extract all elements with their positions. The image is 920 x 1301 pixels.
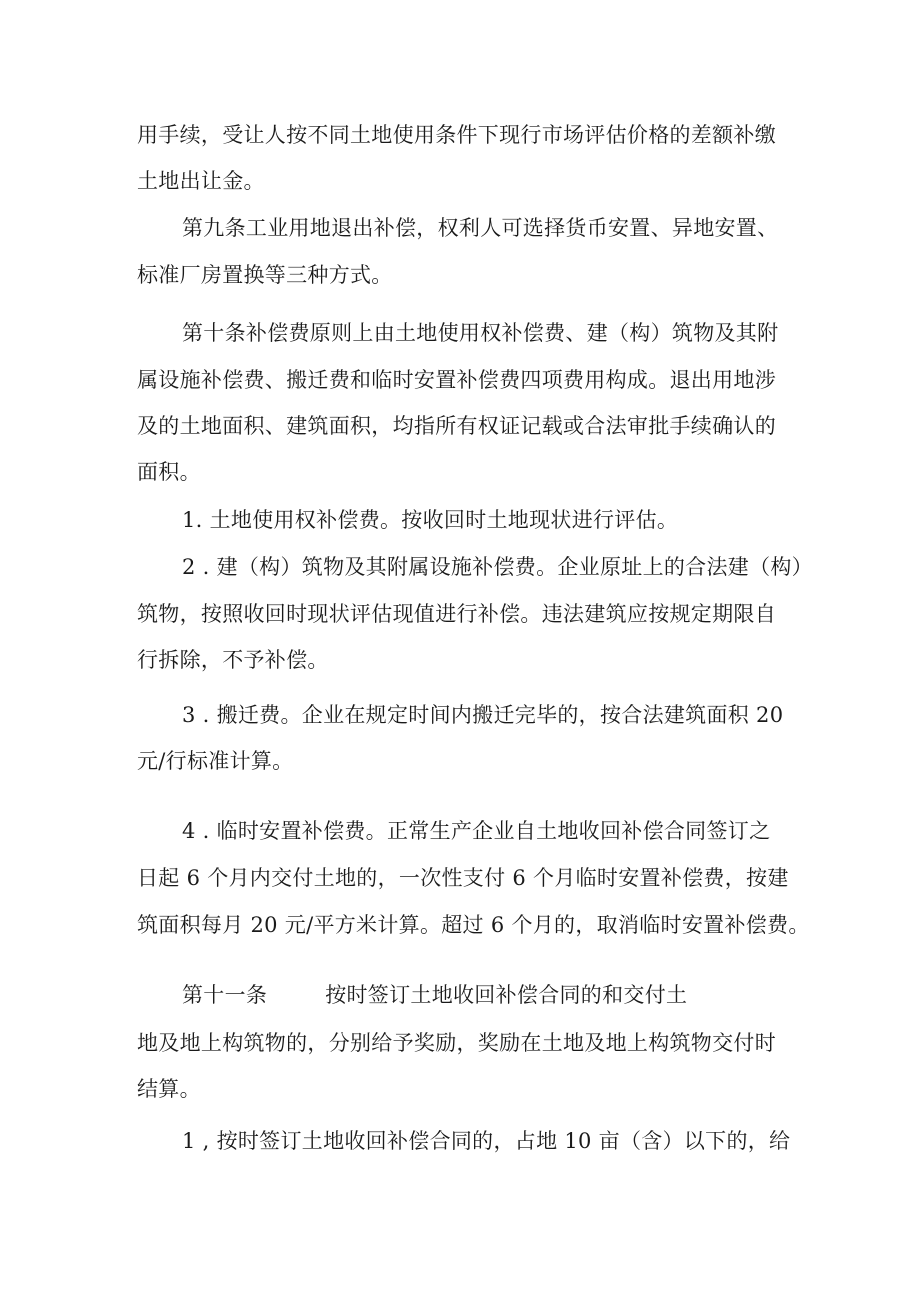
text-line: 属设施补偿费、搬迁费和临时安置补偿费四项费用构成。退出用地涉: [137, 368, 776, 392]
text-line: 行拆除，不予补偿。: [137, 648, 329, 672]
article-9-first-line: 第九条工业用地退出补偿，权利人可选择货币安置、异地安置、: [182, 216, 779, 240]
text-line: 筑面积每月 20 元/平方米计算。超过 6 个月的，取消临时安置补偿费。: [137, 913, 810, 937]
text-line: 标准厂房置换等三种方式。: [137, 263, 393, 287]
text-line: 元/行标准计算。: [137, 749, 294, 773]
text-line: 日起 6 个月内交付土地的，一次性支付 6 个月临时安置补偿费，按建: [137, 866, 789, 890]
article-11-item-1-line: 1 , 按时签订土地收回补偿合同的，占地 10 亩（含）以下的，给: [182, 1129, 791, 1153]
text-line: 土地出让金。: [137, 169, 265, 193]
text-line: 及的土地面积、建筑面积，均指所有权证记载或合法审批手续确认的: [137, 414, 776, 438]
item-1-line: 1. 土地使用权补偿费。按收回时土地现状进行评估。: [182, 508, 679, 532]
text-line: 用手续，受让人按不同土地使用条件下现行市场评估价格的差额补缴: [137, 123, 776, 147]
item-4-first-line: 4 . 临时安置补偿费。正常生产企业自土地收回补偿合同签订之: [182, 819, 771, 843]
article-text: 按时签订土地收回补偿合同的和交付土: [325, 983, 688, 1007]
article-number: 第十一条: [182, 983, 268, 1007]
item-3-first-line: 3 . 搬迁费。企业在规定时间内搬迁完毕的，按合法建筑面积 20: [182, 703, 784, 727]
text-line: 地及地上构筑物的，分别给予奖励，奖励在土地及地上构筑物交付时: [137, 1031, 776, 1055]
text-line: 筑物，按照收回时现状评估现值进行补偿。违法建筑应按规定期限自: [137, 602, 776, 626]
article-11-first-line: [182, 981, 687, 1009]
article-10-first-line: 第十条补偿费原则上由土地使用权补偿费、建（构）筑物及其附: [182, 321, 779, 345]
item-2-first-line: 2 . 建（构）筑物及其附属设施补偿费。企业原址上的合法建（构）: [182, 555, 813, 579]
text-line: 结算。: [137, 1077, 201, 1101]
text-line: 面积。: [137, 460, 201, 484]
